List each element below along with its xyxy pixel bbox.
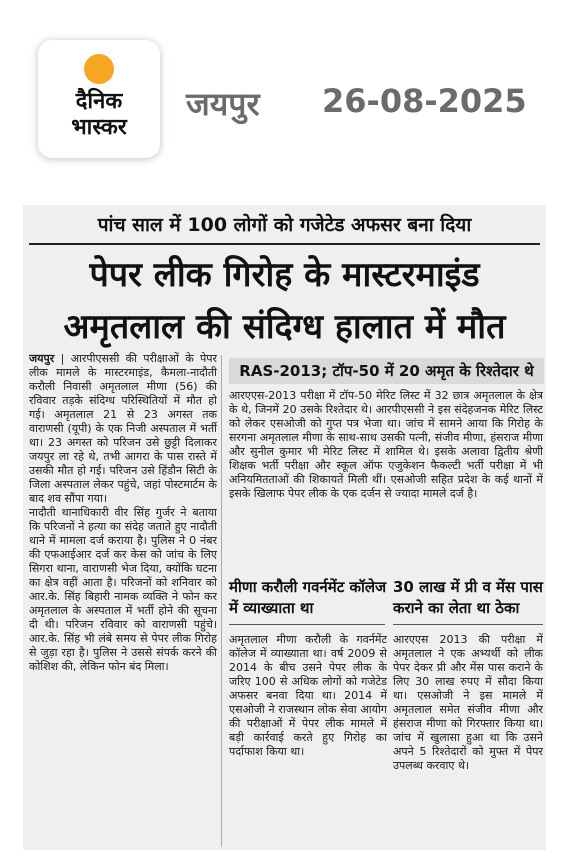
column-4: आरएएस 2013 की परीक्षा में अमृतलाल ने एक अभ्यर्थी को लीक पेपर देकर प्री और मेंस पास कराने के लिए 30 लाख रुपए में सौदा किया था। एसओजी ने इस मामले में अमृतलाल समेत संजीव मीणा और हंसराज मीणा को गिरफ्तार किया था। जांच में खुलासा हुआ था कि उसने अपने 5 रिश्तेदारों को मुफ्त में पेपर उपलब्ध करवाए थे। <box>393 633 543 772</box>
headline-line-2: अमृतलाल की संदिग्ध हालात में मौत <box>63 307 506 347</box>
page-header <box>0 0 568 195</box>
column-3: अमृतलाल मीणा करौली के गवर्नमेंट कॉलेज में व्याख्याता था। वर्ष 2009 से 2014 के बीच उसने पेपर लीक के जरिए 100 से अधिक लोगों को गजेटेड अफसर बनवा दिया था। 2014 में एसओजी ने राजस्थान लोक सेवा आयोग की परीक्षाओं में पेपर लीक मामले में बड़ी कार्रवाई करते हुए गिरोह का पर्दाफाश किया था। <box>229 633 387 758</box>
subheading-2: 30 लाख में प्री व मेंस पास कराने का लेता था ठेका <box>393 578 543 617</box>
subheading-1-rule <box>229 624 385 625</box>
headline-line-1: पेपर लीक गिरोह के मास्टरमाइंड <box>89 255 480 295</box>
dateline: जयपुर <box>29 352 55 365</box>
column-1: जयपुर | आरपीएससी की परीक्षाओं के पेपर लीक मामले के मास्टरमाइंड, कैमला-नादौती करौली निवासी अमृतलाल मीणा (56) की रविवार तड़के संदिग्ध परिस्थितियों में मौत हो गई। अमृतलाल 21 से 23 अगस्त तक वाराणसी (यूपी) के एक निजी अस्पताल में भर्ती था। 23 अगस्त को परिजन उसे छुट्टी दिलाकर जयपुर ला रहे थे, तभी आगरा के पास रास्ते में उसकी मौत हो गई। परिजन उसे हिंडौन सिटी के जिला अस्पताल लेकर पहुंचे, जहां पोस्टमार्टम के बाद शव सौंपा गया। नादौती थानाधिकारी वीर सिंह गुर्जर ने बताया कि परिजनों ने हत्या का संदेह जताते हुए नादौती थाने में मामला दर्ज कराया है। पुलिस ने 0 नंबर की एफआईआर दर्ज कर केस को जांच के लिए सिगरा थाना, वाराणसी भेज दिया, क्योंकि घटना का क्षेत्र वहीं आता है। परिजनों को शनिवार को आर.के. सिंह बिहारी नामक व्यक्ति ने फोन कर अमृतलाल के अस्पताल में भर्ती होने की सूचना दी थी। परिजन रविवार को वाराणसी पहुंचे। आर.के. सिंह भी लंबे समय से पेपर लीक गिरोह से जुड़ा रहा है। पुलिस ने उससे संपर्क करने की कोशिश की, लेकिन फोन बंद मिला। <box>29 352 217 673</box>
column-divider <box>221 355 222 847</box>
kicker: पांच साल में 100 लोगों को गजेटेड अफसर बना दिया <box>97 214 472 236</box>
col1-paragraph-1: आरपीएससी की परीक्षाओं के पेपर लीक मामले के मास्टरमाइंड, कैमला-नादौती करौली निवासी अमृतलाल मीणा (56) की रविवार तड़के संदिग्ध परिस्थितियों में मौत हो गई। अमृतलाल 21 से 23 अगस्त तक वाराणसी (यूपी) के एक निजी अस्पताल में भर्ती था। 23 अगस्त को परिजन उसे छुट्टी दिलाकर जयपुर ला रहे थे, तभी आगरा के पास रास्ते में उसकी मौत हो गई। परिजन उसे हिंडौन सिटी के जिला अस्पताल लेकर पहुंचे, जहां पोस्टमार्टम के बाद शव सौंपा गया। <box>29 352 217 505</box>
date-label: 26-08-2025 <box>322 82 527 120</box>
newspaper-clipping <box>23 205 546 850</box>
column-2: आरएएस-2013 परीक्षा में टॉप-50 मेरिट लिस्ट में 32 छात्र अमृतलाल के क्षेत्र के थे, जिनमें 20 उसके रिश्तेदार थे। आरपीएससी ने इस संदेहजनक मेरिट लिस्ट को लेकर एसओजी को गुप्त पत्र भेजा था। जांच में सामने आया कि गिरोह के सरगना अमृतलाल मीणा के साथ-साथ उसकी पत्नी, संजीव मीणा, हंसराज मीणा और सुनील कुमार भी मेरिट लिस्ट में शामिल थे। इसके अलावा द्वितीय श्रेणी शिक्षक भर्ती परीक्षा और स्कूल ऑफ एजुकेशन फैकल्टी भर्ती परीक्षा में भी अनियमितताओं की शिकायतें मिली थीं। एसओजी सहित प्रदेश के कई थानों में इसके खिलाफ पेपर लीक के एक दर्जन से ज्यादा मामले दर्ज है। <box>229 389 543 500</box>
subheading-1: मीणा करौली गवर्नमेंट कॉलेज में व्याख्याता था <box>229 578 387 617</box>
logo-line-2: भास्कर <box>71 115 127 140</box>
dainik-bhaskar-logo <box>38 40 160 158</box>
col1-paragraph-2: नादौती थानाधिकारी वीर सिंह गुर्जर ने बताया कि परिजनों ने हत्या का संदेह जताते हुए नादौती थाने में मामला दर्ज कराया है। पुलिस ने 0 नंबर की एफआईआर दर्ज कर केस को जांच के लिए सिगरा थाना, वाराणसी भेज दिया, क्योंकि घटना का क्षेत्र वहीं आता है। परिजनों को शनिवार को आर.के. सिंह बिहारी नामक व्यक्ति ने फोन कर अमृतलाल के अस्पताल में भर्ती होने की सूचना दी थी। परिजन रविवार को वाराणसी पहुंचे। आर.के. सिंह भी लंबे समय से पेपर लीक गिरोह से जुड़ा रहा है। पुलिस ने उससे संपर्क करने की कोशिश की, लेकिन फोन बंद मिला। <box>29 506 217 673</box>
kicker-rule <box>29 243 540 245</box>
sun-icon <box>84 54 114 84</box>
logo-line-1: दैनिक <box>75 89 123 114</box>
city-label: जयपुर <box>186 85 260 123</box>
headline <box>23 249 546 353</box>
box-heading: RAS-2013; टॉप-50 में 20 अमृत के रिश्तेदार थे <box>229 358 544 384</box>
subheading-2-rule <box>393 624 543 625</box>
